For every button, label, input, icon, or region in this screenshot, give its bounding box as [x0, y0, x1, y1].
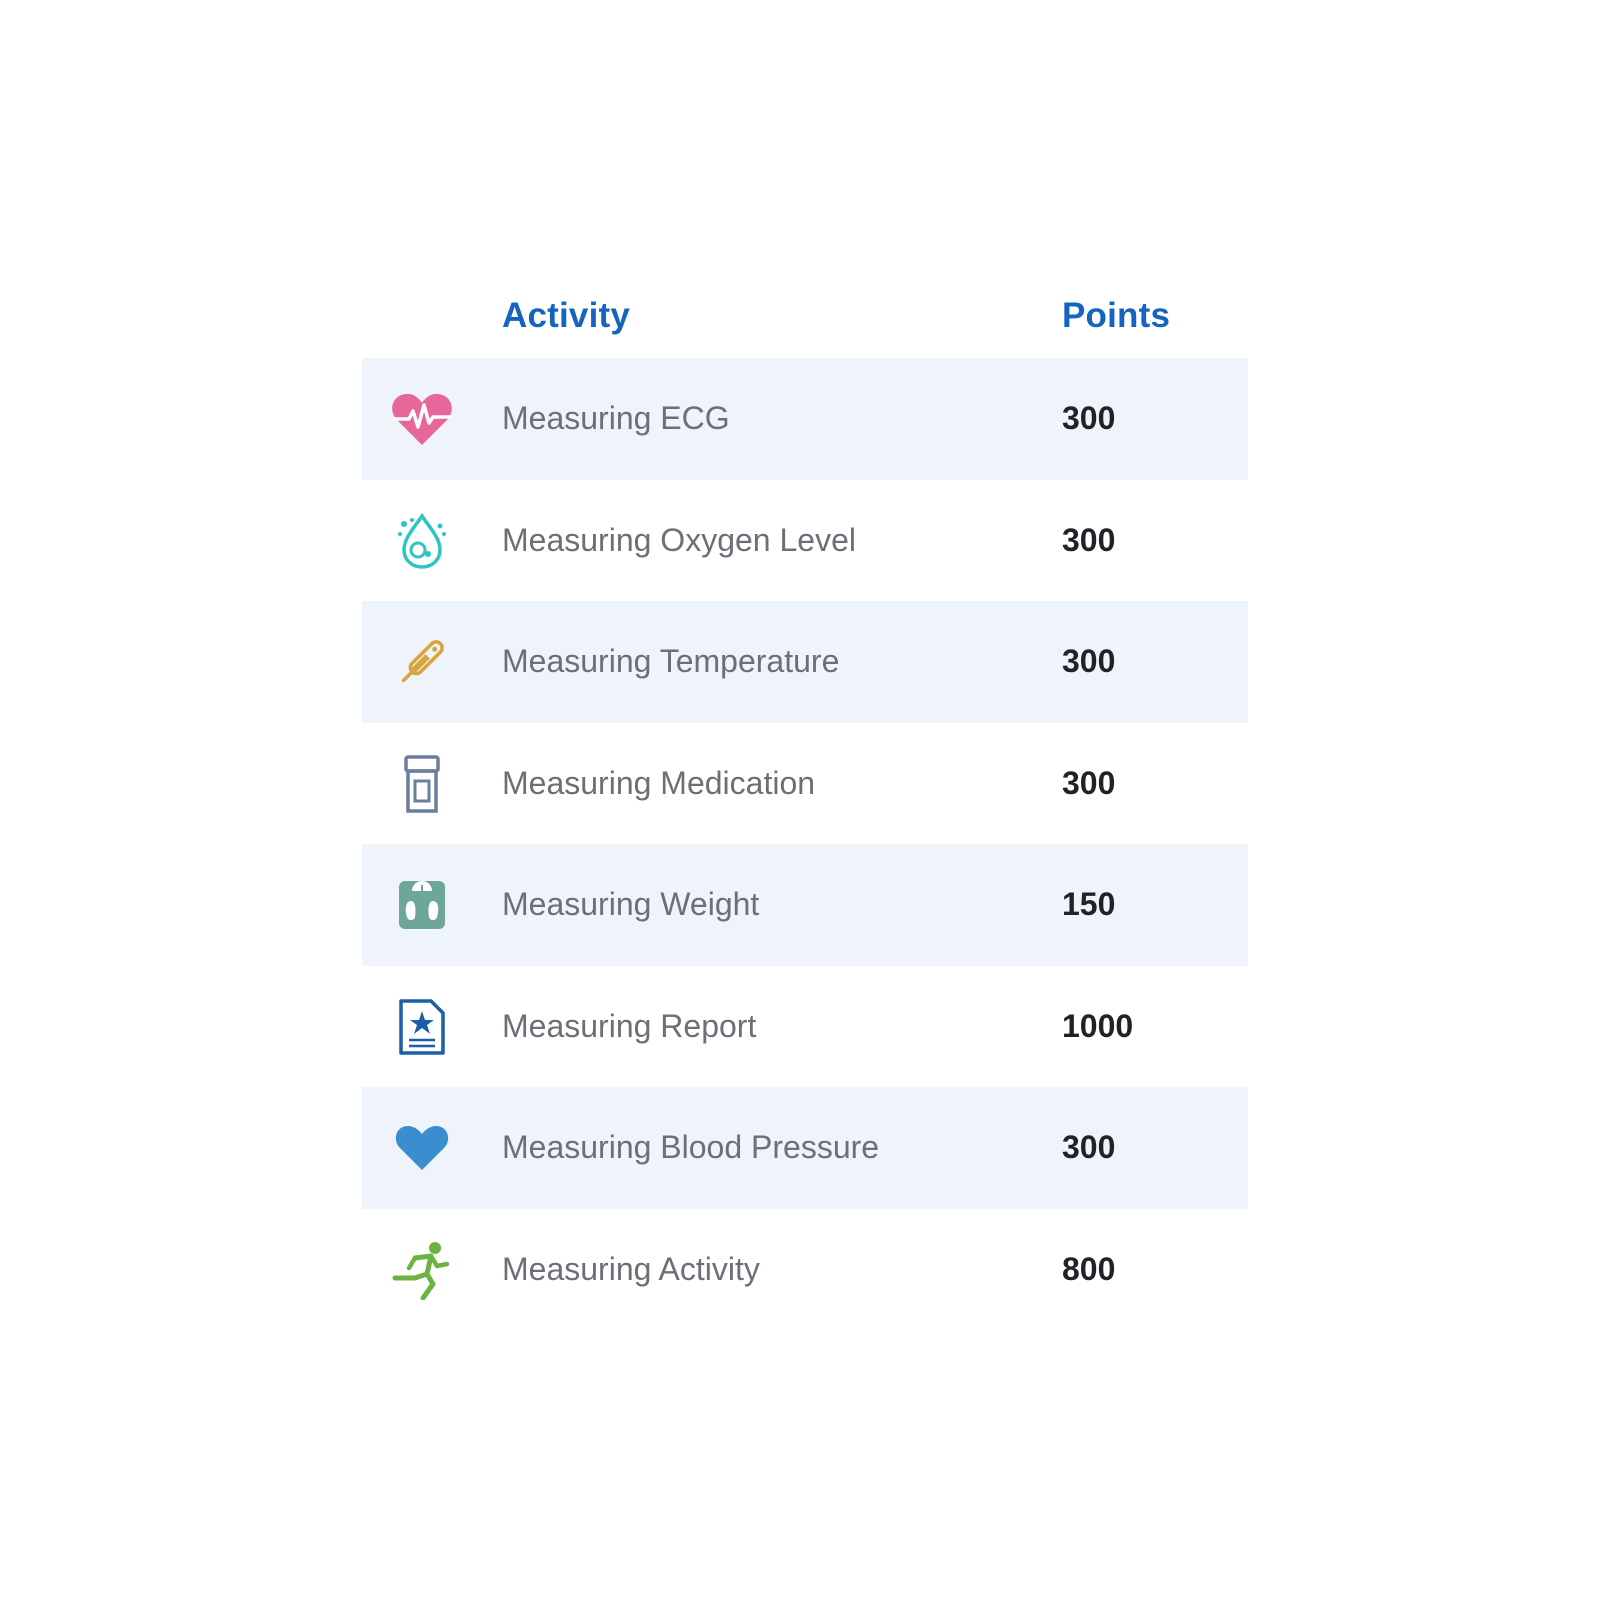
points-value: 150 — [1062, 886, 1116, 922]
table-row — [362, 358, 1248, 480]
running-person-icon — [390, 1240, 454, 1300]
table-row — [362, 480, 1248, 602]
points-value: 300 — [1062, 400, 1116, 436]
points-value: 300 — [1062, 521, 1116, 558]
activity-label: Measuring Weight — [502, 886, 760, 922]
table-header — [362, 286, 1248, 358]
report-star-icon — [390, 997, 454, 1057]
points-value: 300 — [1062, 1129, 1116, 1165]
oxygen-drop-icon — [390, 511, 454, 571]
points-table — [362, 286, 1248, 1330]
activity-label: Measuring Blood Pressure — [502, 1129, 880, 1165]
table-row — [362, 601, 1248, 723]
points-value: 800 — [1062, 1250, 1116, 1287]
points-value: 300 — [1062, 764, 1116, 801]
activity-label: Measuring Medication — [502, 764, 816, 801]
points-column-header: Points — [1062, 296, 1171, 335]
table-row — [362, 844, 1248, 966]
points-value: 1000 — [1062, 1007, 1134, 1044]
table-row — [362, 1087, 1248, 1209]
heart-icon — [390, 1118, 454, 1178]
points-value: 300 — [1062, 643, 1116, 679]
thermometer-icon — [390, 632, 454, 692]
table-row — [362, 966, 1248, 1088]
activity-label: Measuring Oxygen Level — [502, 521, 856, 558]
table-row — [362, 723, 1248, 845]
heart-ecg-icon — [390, 389, 454, 449]
activity-label: Measuring ECG — [502, 400, 730, 436]
activity-label: Measuring Temperature — [502, 643, 840, 679]
table-row — [362, 1209, 1248, 1331]
pill-bottle-icon — [390, 754, 454, 814]
activity-column-header: Activity — [502, 296, 631, 335]
scale-icon — [390, 875, 454, 935]
activity-label: Measuring Activity — [502, 1250, 760, 1287]
activity-label: Measuring Report — [502, 1007, 757, 1044]
